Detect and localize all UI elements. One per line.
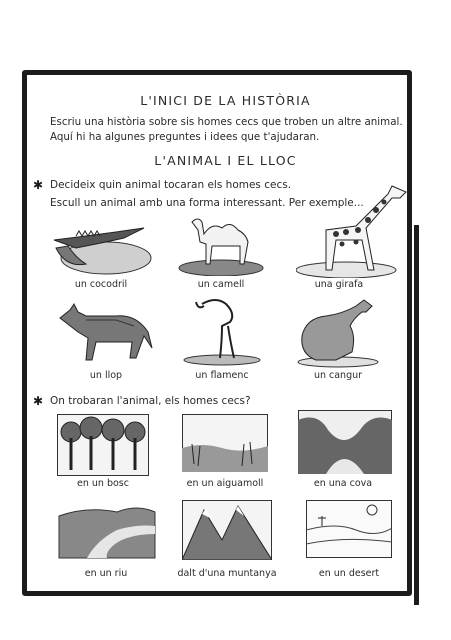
animal-label: un flamenc <box>195 370 249 381</box>
star-icon: ✱ <box>33 394 44 408</box>
question-1-hint: Escull un animal amb una forma interessant. Per exemple... <box>50 197 364 209</box>
place-label: en un riu <box>84 568 128 579</box>
intro-line-1: Escriu una història sobre sis homes cecs que troben un altre animal. <box>50 116 403 128</box>
place-label: en un desert <box>318 568 380 579</box>
animal-label: una girafa <box>314 279 364 290</box>
animal-label: un cangur <box>313 370 363 381</box>
place-label: dalt d'una muntanya <box>177 568 277 579</box>
place-label: en una cova <box>313 478 373 489</box>
question-2: On trobaran l'animal, els homes cecs? <box>50 395 251 407</box>
section-title: L'ANIMAL I EL LLOC <box>154 153 297 168</box>
forest-icon <box>57 414 149 476</box>
wolf-icon <box>56 302 156 366</box>
cave-icon <box>298 410 392 474</box>
flamingo-icon <box>182 296 262 366</box>
animal-label: un camell <box>197 279 245 290</box>
animal-label: un cocodril <box>74 279 128 290</box>
mountain-icon <box>182 500 272 560</box>
worksheet-title: L'INICI DE LA HISTÒRIA <box>140 93 311 108</box>
camel-icon <box>178 212 264 276</box>
giraffe-icon <box>296 180 416 278</box>
star-icon: ✱ <box>33 178 44 192</box>
place-label: en un bosc <box>77 478 129 489</box>
question-1: Decideix quin animal tocaran els homes cecs. <box>50 179 292 191</box>
river-icon <box>57 500 157 562</box>
animal-label: un llop <box>89 370 123 381</box>
crocodile-icon <box>46 218 154 276</box>
desert-icon <box>306 500 392 558</box>
place-label: en un aiguamoll <box>186 478 264 489</box>
intro-line-2: Aquí hi ha algunes preguntes i idees que t'ajudaran. <box>50 131 320 143</box>
marsh-icon <box>182 414 268 472</box>
kangaroo-icon <box>296 296 380 368</box>
